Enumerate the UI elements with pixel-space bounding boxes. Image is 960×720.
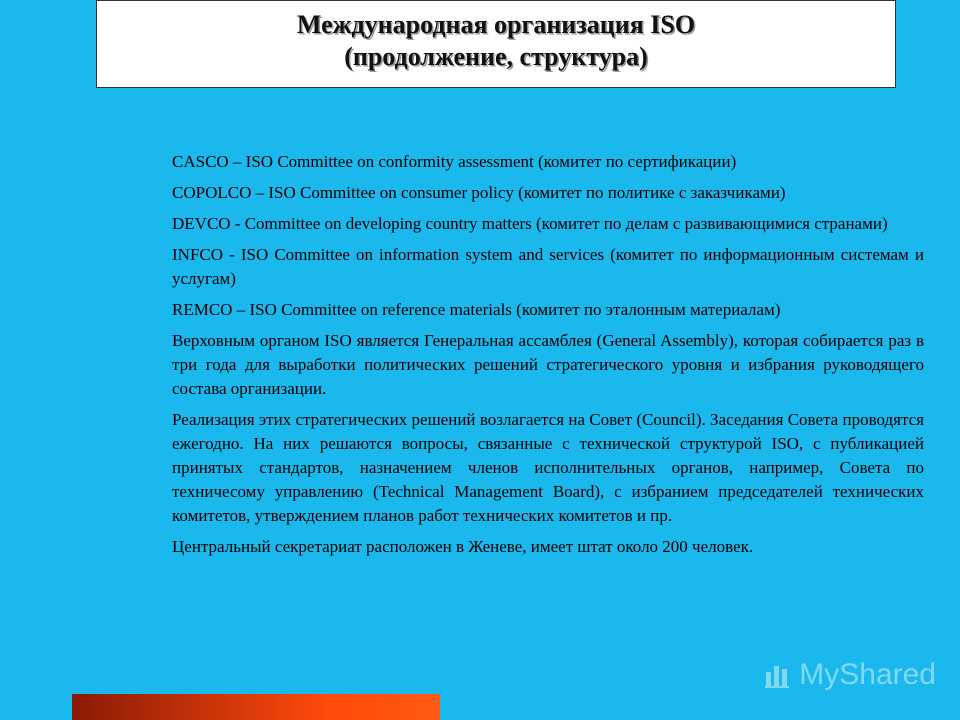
paragraph-infco: INFCO - ISO Committee on information system and services (комитет по информационным системам и услугам) [172, 245, 924, 288]
watermark-text: MyShared [799, 658, 936, 691]
paragraph-general-assembly: Верховным органом ISO является Генеральная ассамблея (General Assembly), которая собирается раз в три года для выработки политических решений стратегического уровня и избрания руководящего состава организации. [172, 331, 924, 398]
decorative-bar [72, 694, 440, 720]
slide-body [172, 150, 924, 566]
paragraph-secretariat: Центральный секретариат расположен в Женеве, имеет штат около 200 человек. [172, 537, 754, 556]
slide-title: Международная организация ISO [296, 10, 696, 39]
paragraph-devco: DEVCO - Committee on developing country matters (комитет по делам с развивающимися странами) [172, 214, 888, 233]
slide-title-box [96, 0, 896, 88]
watermark-logo-icon [763, 660, 793, 690]
watermark [763, 658, 936, 692]
paragraph-casco: CASCO – ISO Committee on conformity assessment (комитет по сертификации) [172, 152, 737, 171]
paragraph-copolco: COPOLCO – ISO Committee on consumer policy (комитет по политике с заказчиками) [172, 183, 786, 202]
slide-subtitle: (продолжение, структура) [344, 42, 648, 71]
paragraph-council: Реализация этих стратегических решений возлагается на Совет (Council). Заседания Совета проводятся ежегодно. На них решаются вопросы, связанные с технической структурой ISO, с публикацией принятых стандартов, назначением членов исполнительных органов, например, Совета по техничесому управлению (Technical Management Board), с избранием председателей технических комитетов, утверждением планов работ технических комитетов и пр. [172, 410, 924, 525]
paragraph-remco: REMCO – ISO Committee on reference materials (комитет по эталонным материалам) [172, 300, 781, 319]
